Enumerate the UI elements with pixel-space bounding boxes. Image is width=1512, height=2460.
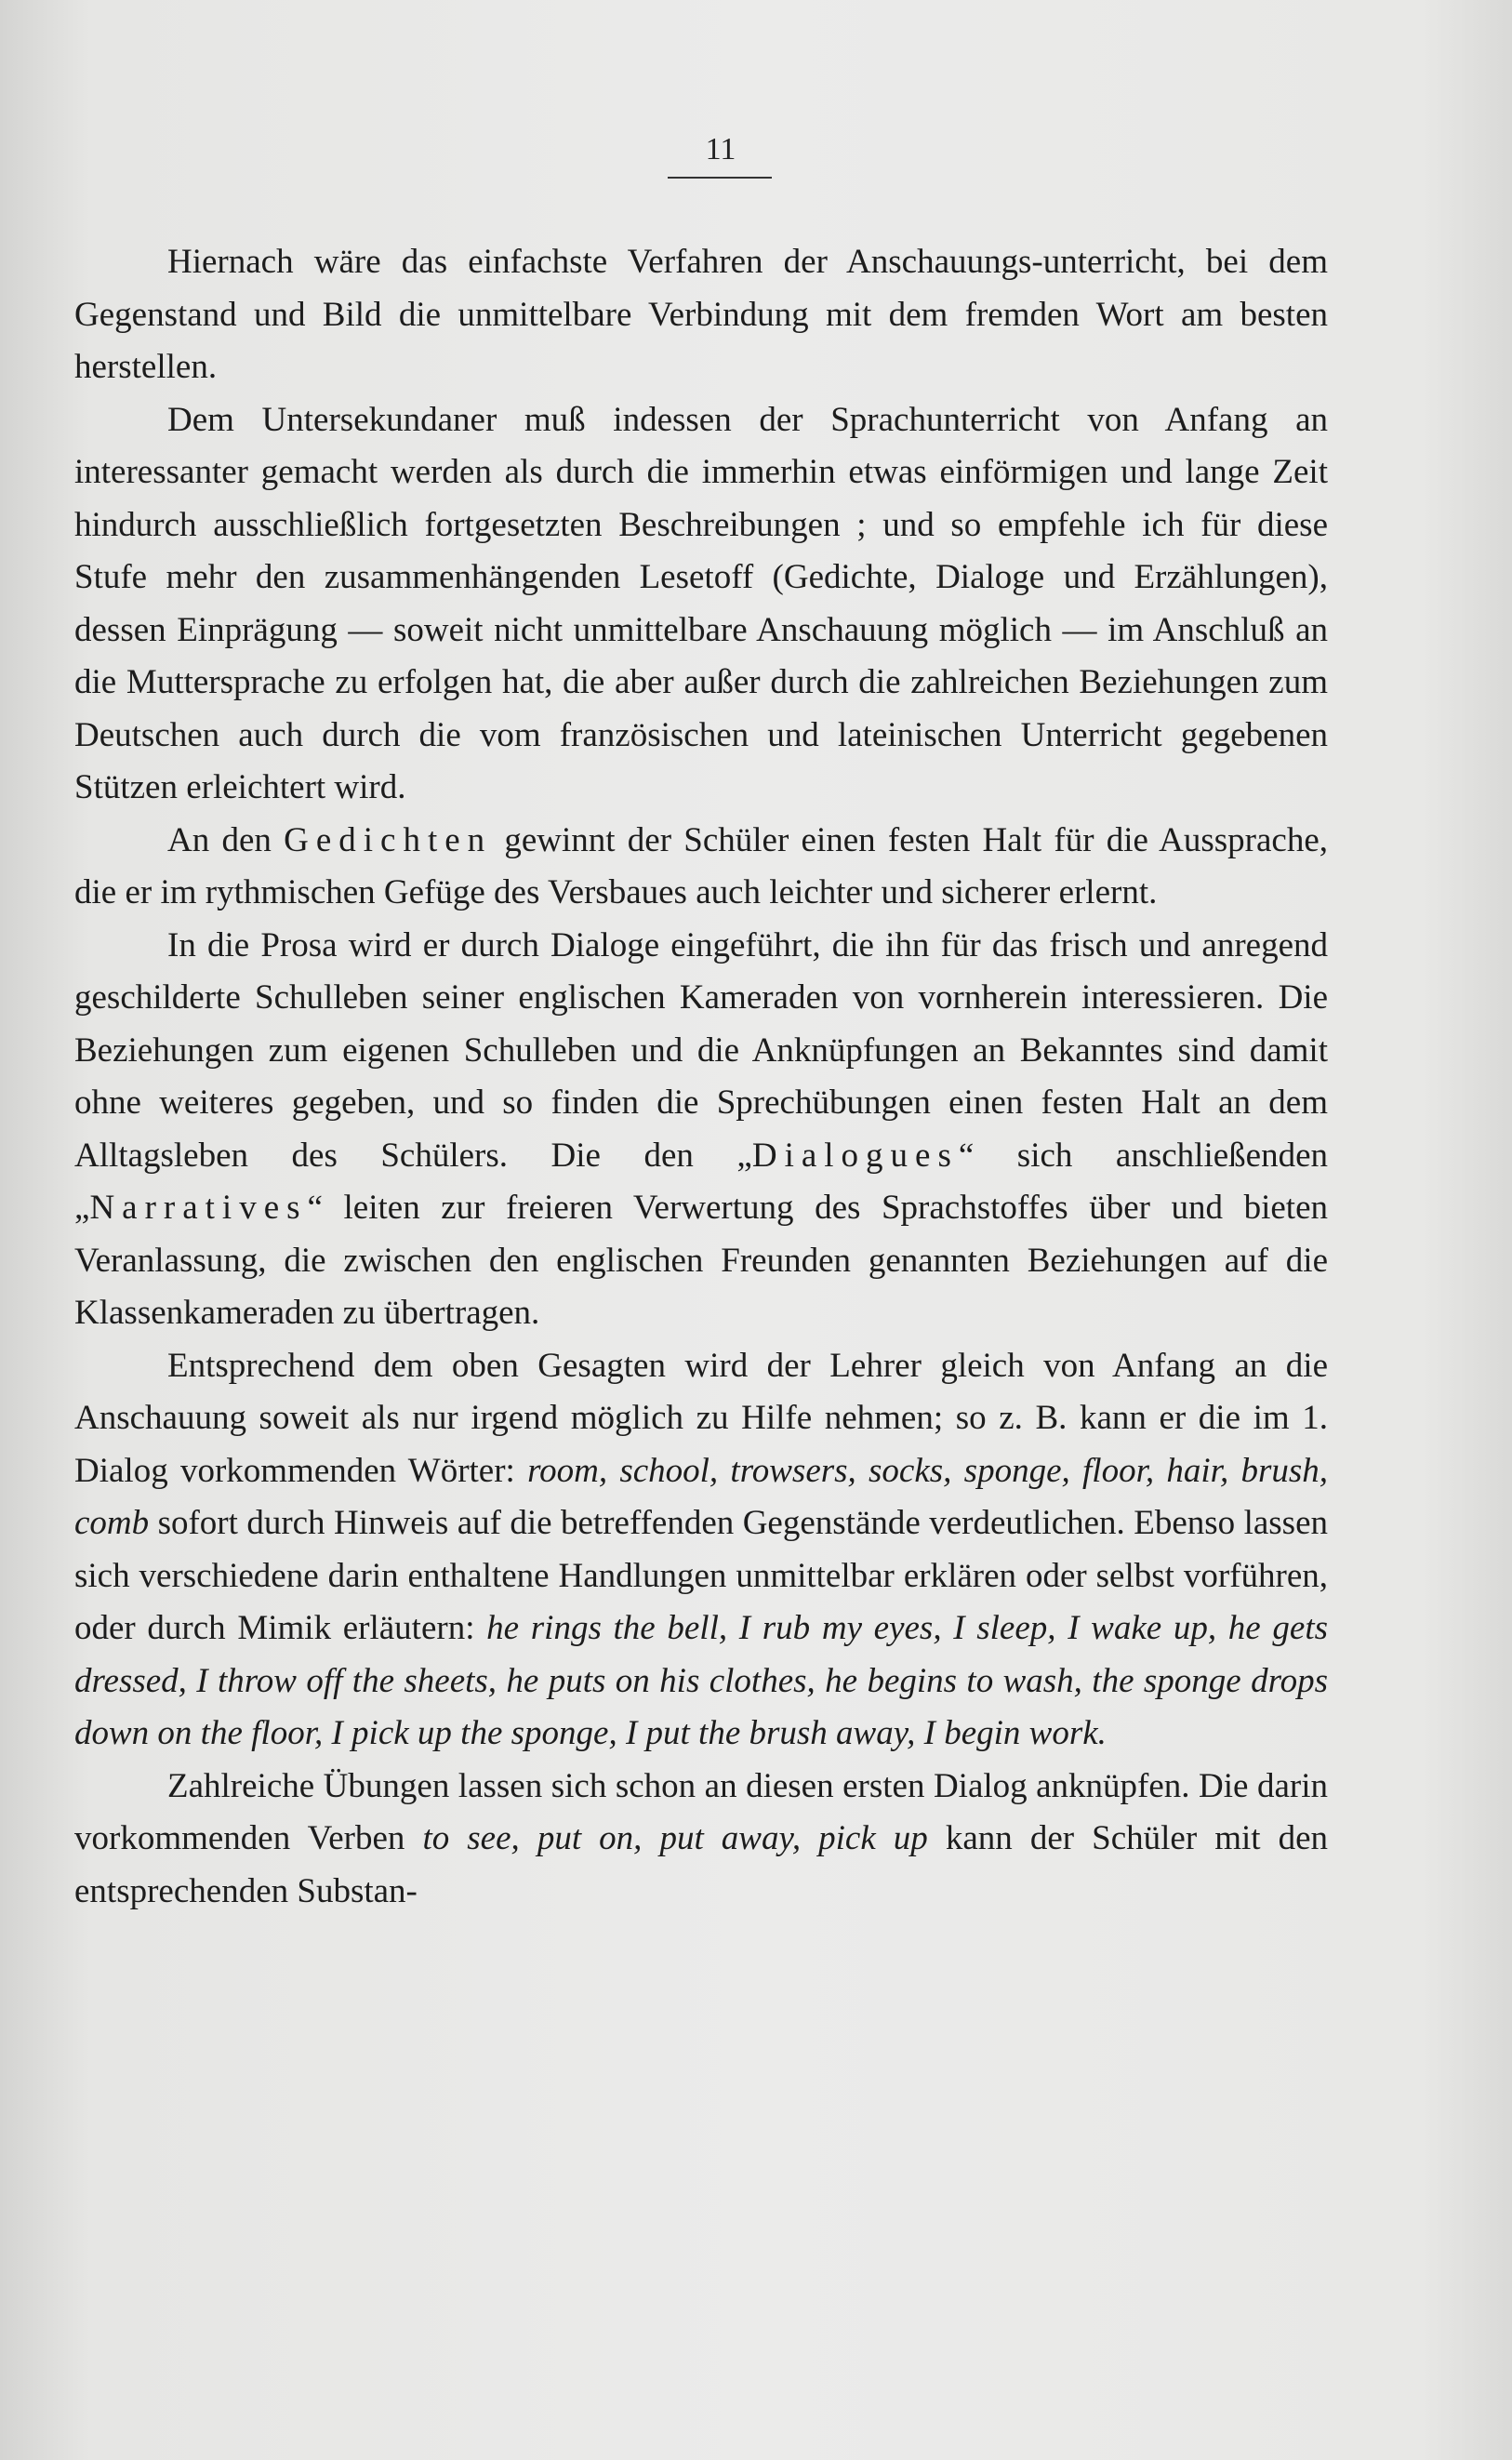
paragraph-text: Zahlreiche Übungen lassen sich schon an diesen ersten Dialog anknüpfen. Die darin vorkommenden Verben: [74, 1766, 1328, 1857]
paragraph-text: sofort durch Hinweis auf die betreffenden Gegenstände verdeutlichen. Ebenso lassen sich verschiedene darin enthaltene Handlungen unmittelbar erklären oder selbst vorführen, oder durch Mimik erläutern:: [74, 1504, 1328, 1647]
italic-vocabulary: he rings the bell, I rub my eyes, I sleep, I wake up, he gets dressed, I throw off the sheets, he puts on his clothes, he begins to wash, the sponge drops down on the floor, I pick up the sponge, I put the brush away, I begin work.: [74, 1609, 1328, 1752]
spaced-term: Gedichten: [284, 820, 493, 859]
paragraph-text: Entsprechend dem oben Gesagten wird der Lehrer gleich von Anfang an die Anschauung soweit als nur irgend möglich zu Hilfe nehmen; so z. B. kann er die im 1. Dialog vorkommenden Wörter:: [74, 1346, 1328, 1490]
paragraph-text: “ sich anschließenden „: [74, 1136, 1328, 1227]
paragraph-text: kann der Schüler mit den entsprechenden Substan-: [74, 1819, 1329, 1910]
page-number-rule: [668, 177, 772, 179]
paragraph-text: gewinnt der Schüler einen festen Halt für die Aussprache, die er im rythmischen Gefüge des Versbaues auch leichter und sicherer erlernt.: [74, 820, 1328, 911]
paragraph-text: “ leiten zur freieren Verwertung des Sprachstoffes über und bieten Veranlassung, die zwischen den englischen Freunden genannten Beziehungen auf die Klassenkameraden zu übertragen.: [74, 1189, 1328, 1332]
paragraph-text: Dem Untersekundaner muß indessen der Sprachunterricht von Anfang an interessanter gemacht werden als durch die immerhin etwas einförmigen und lange Zeit hindurch ausschließlich fortgesetzten Beschreibungen ; und so empfehle ich für diese Stufe mehr den zusammenhängenden Lesetoff (Gedichte, Dialoge und Erzählungen), dessen Einprägung — soweit nicht unmittelbare Anschauung möglich — im Anschluß an die Muttersprache zu erfolgen hat, die aber außer durch die zahlreichen Beziehungen zum Deutschen auch durch die vom französischen und lateinischen Unterricht gegebenen Stützen erleichtert wird.: [74, 400, 1328, 806]
paragraph-text: Hiernach wäre das einfachste Verfahren der Anschauungs-unterricht, bei dem Gegenstand und Bild die unmittelbare Verbindung mit dem fremden Wort am besten herstellen.: [74, 243, 1328, 386]
paragraph: [74, 1761, 1328, 1919]
body-text: [74, 236, 1328, 1918]
italic-vocabulary: to see, put on, put away, pick up: [422, 1819, 928, 1857]
paragraph-text: An den: [167, 820, 285, 859]
paragraph: [74, 394, 1328, 815]
paragraph: [74, 920, 1328, 1340]
page-number: 11: [705, 132, 736, 166]
spaced-term: Dialogues: [751, 1136, 959, 1175]
italic-vocabulary: room, school, trowsers, socks, sponge, floor, hair, brush, comb: [74, 1451, 1328, 1542]
paragraph-text: In die Prosa wird er durch Dialoge eingeführt, die ihn für das frisch und anregend geschilderte Schulleben seiner englischen Kameraden von vornherein interessieren. Die Beziehungen zum eigenen Schulleben und die Anknüpfungen an Bekanntes sind damit ohne weiteres gegeben, und so finden die Sprechübungen einen festen Halt an dem Alltagsleben des Schülers. Die den „: [74, 925, 1328, 1175]
paragraph: [74, 815, 1328, 920]
paragraph: [74, 236, 1328, 394]
spaced-term: Narratives: [89, 1189, 308, 1227]
paragraph: [74, 1340, 1328, 1761]
